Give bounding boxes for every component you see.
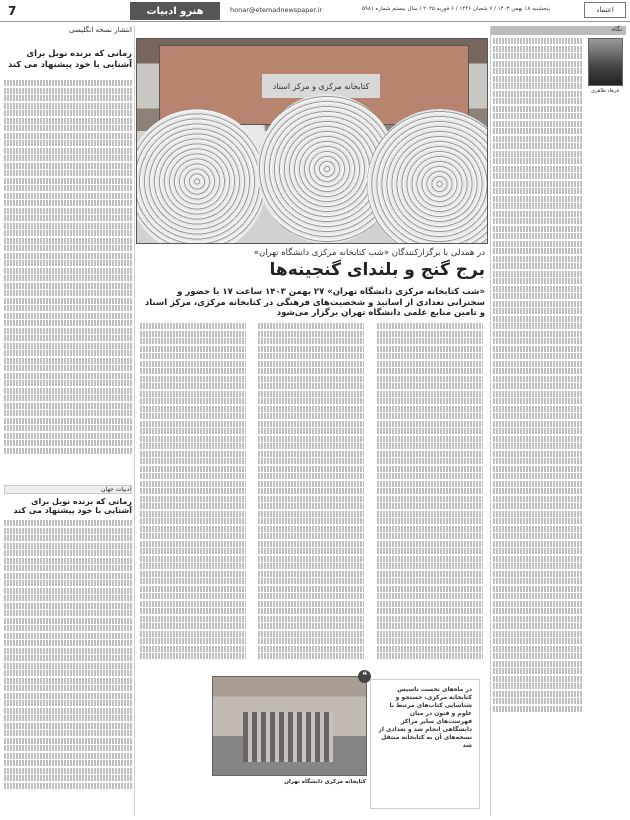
pull-quote: در ماه‌های نخست تاسیس کتابخانه مرکزی، جستجو و شناسایی کتاب‌های مرتبط با علوم و فنون در میان فهرست‌های سایر مراکز دانشگاهی انجام شد و تعدادی از نسخه‌های آن به کتابخانه منتقل شد	[370, 679, 480, 809]
right-text-column	[493, 38, 583, 813]
opinion-column-label: نگاه	[491, 26, 626, 35]
library-photo	[212, 676, 367, 776]
quote-icon: ❝	[358, 670, 371, 683]
section-label: هنرو ادبیات	[130, 2, 220, 20]
article-headline: برج گنج و بلندای گنجینه‌ها	[269, 260, 485, 280]
left-article-kicker: انتشار نسخه انگلیسی	[69, 26, 132, 34]
article-kicker: در همدلی با برگزارکنندگان «شب کتابخانه مرکزی دانشگاه تهران»	[253, 248, 485, 258]
left-bottom-text-column	[4, 520, 132, 812]
left-box-headline: رمانی که برنده نوبل برای آشنایی با خود پیشنهاد می کند	[13, 497, 132, 515]
snow-covered-tree	[136, 109, 267, 244]
column-divider	[134, 26, 135, 816]
author-name: فرهاد طاهری	[591, 88, 619, 94]
page-header	[0, 0, 630, 22]
column-divider	[490, 26, 491, 816]
main-text-column-2	[258, 323, 364, 668]
main-text-column-1	[377, 323, 483, 668]
photo-caption: کتابخانه مرکزی دانشگاه تهران	[284, 779, 366, 785]
email-address: honar@etemadnewspaper.ir	[230, 6, 323, 14]
newspaper-logo: اعتماد	[584, 2, 626, 18]
main-text-column-3	[140, 323, 246, 668]
left-article-title: رمانی که برنده نوبل برای آشنایی با خود پیشنهاد می کند	[7, 48, 132, 69]
author-photo	[588, 38, 623, 86]
article-subhead: «شب کتابخانه مرکزی دانشگاه تهران» ۲۷ بهمن ۱۴۰۳ ساعت ۱۷ با حضور و سخنرانی تعدادی از اساتید و شخصیت‌های فرهنگی در کتابخانه مرکزی، مرکز اسناد و تامین منابع علمی دانشگاه تهران برگزار می‌شود	[144, 287, 485, 318]
dateline: پنجشنبه ۱۸ بهمن ۱۴۰۳ / ۷ شعبان ۱۴۴۶ / ۶ فوریه ۲۰۲۵ / سال بیستم شماره ۵۹۸۱	[361, 6, 550, 12]
left-text-column	[4, 80, 132, 478]
page-number: 7	[8, 4, 17, 18]
library-sign: کتابخانه مرکزی و مرکز اسناد	[262, 74, 380, 98]
world-literature-label: ادبیات جهان	[4, 485, 132, 494]
main-article-image	[136, 38, 488, 244]
